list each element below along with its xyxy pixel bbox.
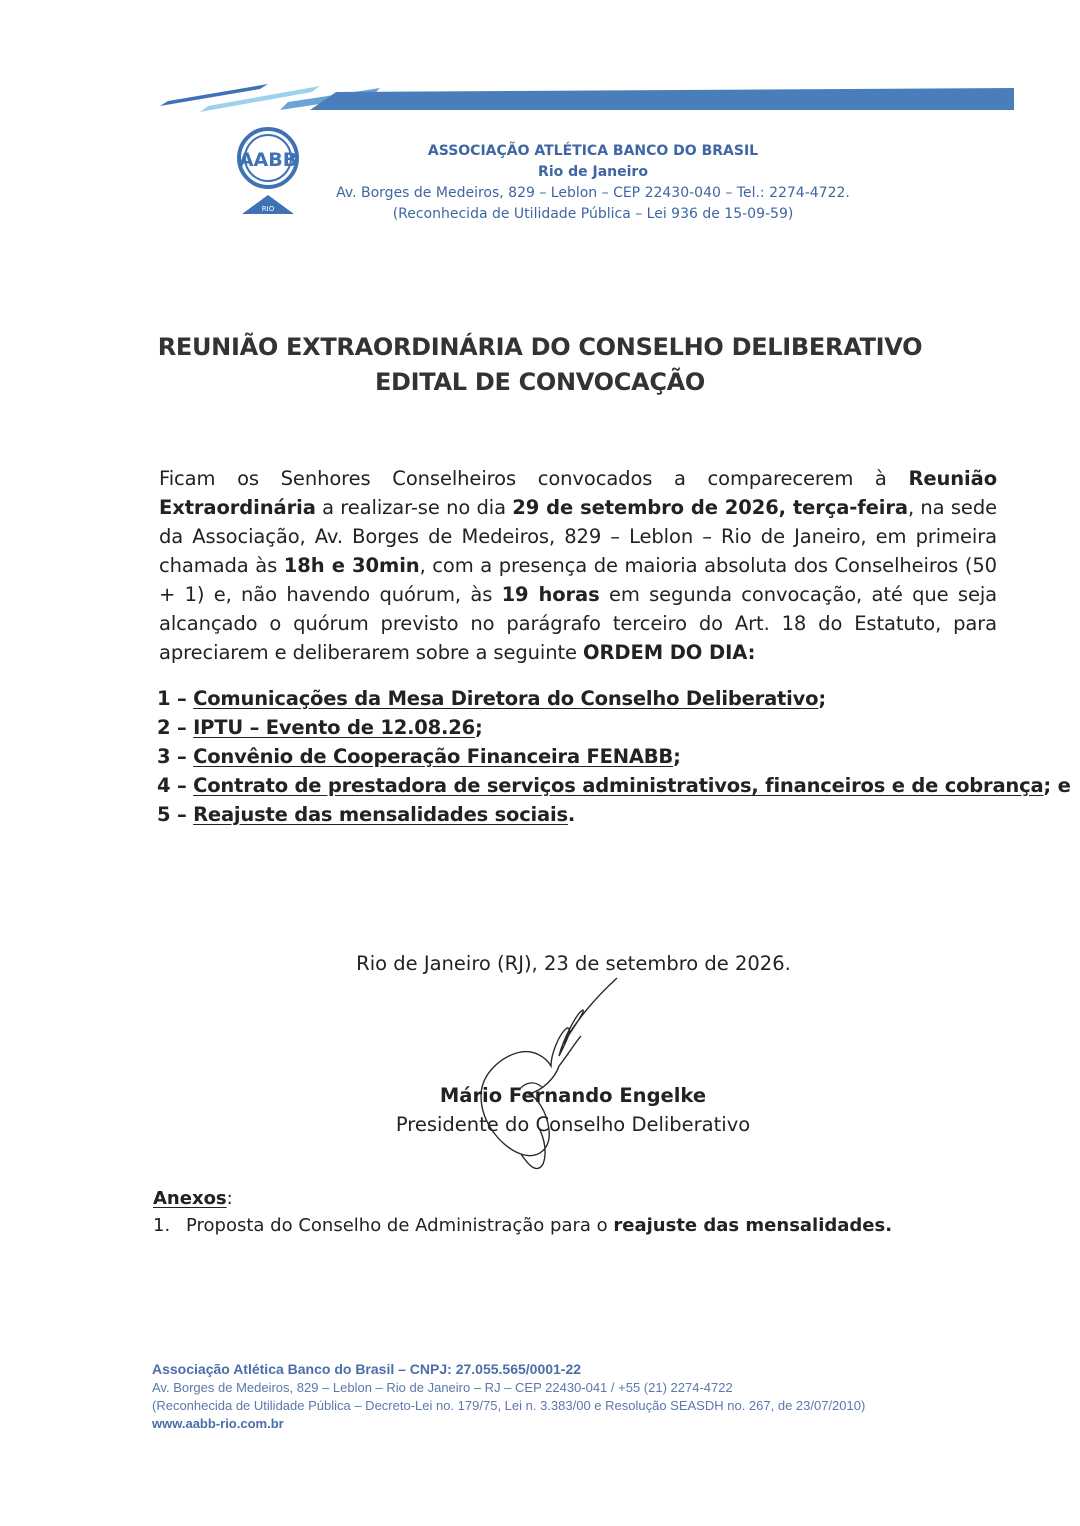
- convocation-paragraph: [159, 464, 997, 667]
- body-bold: 19 horas: [501, 583, 600, 606]
- agenda-item: [157, 800, 1017, 829]
- agenda-text: Contrato de prestadora de serviços administrativos, financeiros e de cobrança: [193, 774, 1044, 797]
- annex-text-bold: reajuste das mensalidades.: [613, 1215, 893, 1236]
- agenda-suffix: ;: [673, 745, 681, 768]
- place-and-date: Rio de Janeiro (RJ), 23 de setembro de 2026.: [356, 952, 791, 975]
- annex-heading-text: Anexos: [153, 1188, 227, 1209]
- agenda-list: [157, 684, 1071, 829]
- agenda-suffix: ; e: [1043, 774, 1071, 797]
- agenda-item: [157, 771, 1071, 800]
- agenda-number: 2 –: [157, 716, 194, 739]
- agenda-suffix: ;: [818, 687, 826, 710]
- body-text: , na sede da Associação, Av. Borges de Medeiros, 829 – Leblon – Rio de Janeiro, em primeira chamada às: [159, 496, 997, 577]
- body-bold: Reunião Extraordinária: [159, 467, 997, 519]
- body-text: em segunda convocação, até que seja alcançado o quórum previsto no parágrafo terceiro do Art. 18 do Estatuto, para apreciarem e deliberarem sobre a seguinte: [159, 583, 998, 664]
- handwritten-signature: [455, 970, 655, 1175]
- annex-text: Proposta do Conselho de Administração para o: [186, 1215, 614, 1236]
- footer-address: Av. Borges de Medeiros, 829 – Leblon – Rio de Janeiro – RJ – CEP 22430-041 / +55 (21) 2274-4722: [152, 1380, 733, 1395]
- logo-text: AABB: [238, 149, 298, 171]
- agenda-text: IPTU – Evento de 12.08.26: [193, 716, 475, 739]
- agenda-item: [157, 742, 1017, 771]
- annex-heading-colon: :: [226, 1188, 233, 1209]
- body-text: a realizar-se no dia: [315, 496, 513, 519]
- org-address: Av. Borges de Medeiros, 829 – Leblon – CEP 22430-040 – Tel.: 2274-4722.: [336, 185, 850, 201]
- logo-badge: RIO: [261, 205, 275, 213]
- agenda-number: 5 –: [157, 803, 194, 826]
- agenda-number: 1 –: [157, 687, 194, 710]
- agenda-text: Convênio de Cooperação Financeira FENABB: [193, 745, 674, 768]
- aabb-logo: [234, 126, 302, 218]
- agenda-number: 4 –: [157, 774, 194, 797]
- org-recognition: (Reconhecida de Utilidade Pública – Lei 936 de 15-09-59): [392, 206, 794, 222]
- annex-heading: [153, 1188, 233, 1209]
- body-bold: ORDEM DO DIA:: [583, 641, 756, 664]
- annex-number: 1.: [153, 1215, 171, 1236]
- body-text: , com a presença de maioria absoluta dos Conselheiros (50 + 1) e, não havendo quórum, às: [159, 554, 997, 606]
- org-city: Rio de Janeiro: [538, 164, 648, 180]
- agenda-number: 3 –: [157, 745, 194, 768]
- org-name: ASSOCIAÇÃO ATLÉTICA BANCO DO BRASIL: [427, 143, 759, 159]
- body-bold: 18h e 30min: [283, 554, 420, 577]
- document-title: REUNIÃO EXTRAORDINÁRIA DO CONSELHO DELIBERATIVO: [157, 333, 923, 361]
- agenda-item: [157, 684, 1017, 713]
- signer-name: Mário Fernando Engelke: [439, 1084, 707, 1107]
- annex-item: [153, 1215, 892, 1236]
- agenda-item: [157, 713, 1017, 742]
- header-banner-stripes: [160, 84, 1014, 114]
- footer-org-cnpj: Associação Atlética Banco do Brasil – CNPJ: 27.055.565/0001-22: [152, 1361, 582, 1377]
- agenda-suffix: ;: [474, 716, 483, 739]
- footer-recognition: (Reconhecida de Utilidade Pública – Decreto-Lei no. 179/75, Lei n. 3.383/00 e Resolução SEASDH no. 267, de 23/07/2010): [152, 1398, 866, 1413]
- body-bold: 29 de setembro de 2026, terça-feira: [512, 496, 908, 519]
- body-text: Ficam os Senhores Conselheiros convocados a comparecerem à: [159, 467, 909, 490]
- document-subtitle: EDITAL DE CONVOCAÇÃO: [374, 368, 706, 396]
- signer-role: Presidente do Conselho Deliberativo: [395, 1113, 751, 1136]
- agenda-suffix: .: [567, 803, 576, 826]
- agenda-text: Comunicações da Mesa Diretora do Conselho Deliberativo: [193, 687, 819, 710]
- agenda-text: Reajuste das mensalidades sociais: [193, 803, 568, 826]
- footer-website-link[interactable]: www.aabb-rio.com.br: [152, 1416, 284, 1431]
